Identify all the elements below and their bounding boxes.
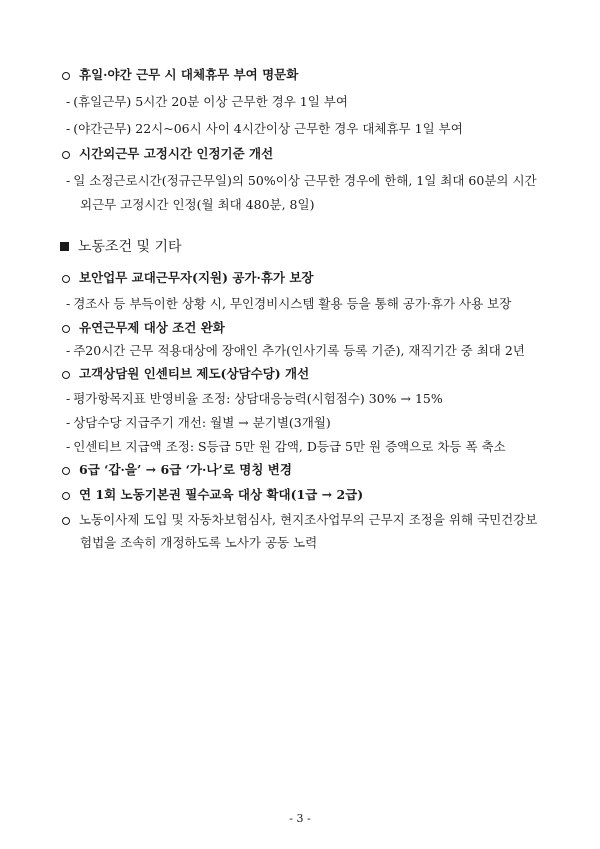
circle-bullet-icon xyxy=(62,517,70,525)
circle-bullet-icon xyxy=(62,275,70,283)
circle-bullet-icon xyxy=(62,151,70,159)
item-circle: 연 1회 노동기본권 필수교육 대상 확대(1급 → 2급) xyxy=(62,487,363,503)
square-bullet-icon xyxy=(60,242,69,251)
page-number: - 3 - xyxy=(289,812,311,825)
item-dash: - (야간근무) 22시~06시 사이 4시간이상 근무한 경우 대체휴무 1일 부여 xyxy=(66,121,463,136)
circle-bullet-icon xyxy=(62,72,70,80)
dash-bullet: - xyxy=(66,415,71,430)
circle-bullet-icon xyxy=(62,371,70,379)
dash-bullet: - xyxy=(66,391,71,406)
dash-bullet: - xyxy=(66,94,71,109)
item-continuation: 외근무 고정시간 인정(월 최대 480분, 8일) xyxy=(80,197,315,212)
item-circle: 고객상담원 인센티브 제도(상담수당) 개선 xyxy=(62,366,309,382)
item-circle: 6급 ‘갑·을’ → 6급 ‘가·나’로 명칭 변경 xyxy=(62,462,292,478)
dash-bullet: - xyxy=(66,173,71,188)
item-circle: 유연근무제 대상 조건 완화 xyxy=(62,320,225,336)
item-dash: - 주20시간 근무 적용대상에 장애인 추가(인사기록 등록 기준), 재직기간 중 최대 2년 xyxy=(66,343,525,358)
item-dash: - 인센티브 지급액 조정: S등급 5만 원 감액, D등급 5만 원 증액으로 차등 폭 축소 xyxy=(66,439,506,454)
dash-bullet: - xyxy=(66,439,71,454)
item-circle: 휴일·야간 근무 시 대체휴무 부여 명문화 xyxy=(62,67,298,83)
dash-bullet: - xyxy=(66,121,71,136)
dash-bullet: - xyxy=(66,296,71,311)
circle-bullet-icon xyxy=(62,492,70,500)
item-dash: - 평가항목지표 반영비율 조정: 상담대응능력(시험점수) 30% → 15% xyxy=(66,391,443,406)
item-circle: 보안업무 교대근무자(지원) 공가·휴가 보장 xyxy=(62,270,314,286)
circle-bullet-icon xyxy=(62,325,70,333)
item-continuation: 험법을 조속히 개정하도록 노사가 공동 노력 xyxy=(80,535,318,550)
item-dash: - (휴일근무) 5시간 20분 이상 근무한 경우 1일 부여 xyxy=(66,94,348,109)
section-heading: 노동조건 및 기타 xyxy=(60,239,182,255)
circle-bullet-icon xyxy=(62,467,70,475)
item-dash: - 일 소정근로시간(정규근무일)의 50%이상 근무한 경우에 한해, 1일 최대 60분의 시간 xyxy=(66,173,537,188)
item-dash: - 상담수당 지급주기 개선: 월별 → 분기별(3개월) xyxy=(66,415,331,430)
item-circle: 시간외근무 고정시간 인정기준 개선 xyxy=(62,146,273,162)
item-dash: - 경조사 등 부득이한 상황 시, 무인경비시스템 활용 등을 통해 공가·휴가 사용 보장 xyxy=(66,296,512,311)
item-circle-plain: 노동이사제 도입 및 자동차보험심사, 현지조사업무의 근무지 조정을 위해 국민건강보 xyxy=(62,512,537,528)
dash-bullet: - xyxy=(66,343,71,358)
